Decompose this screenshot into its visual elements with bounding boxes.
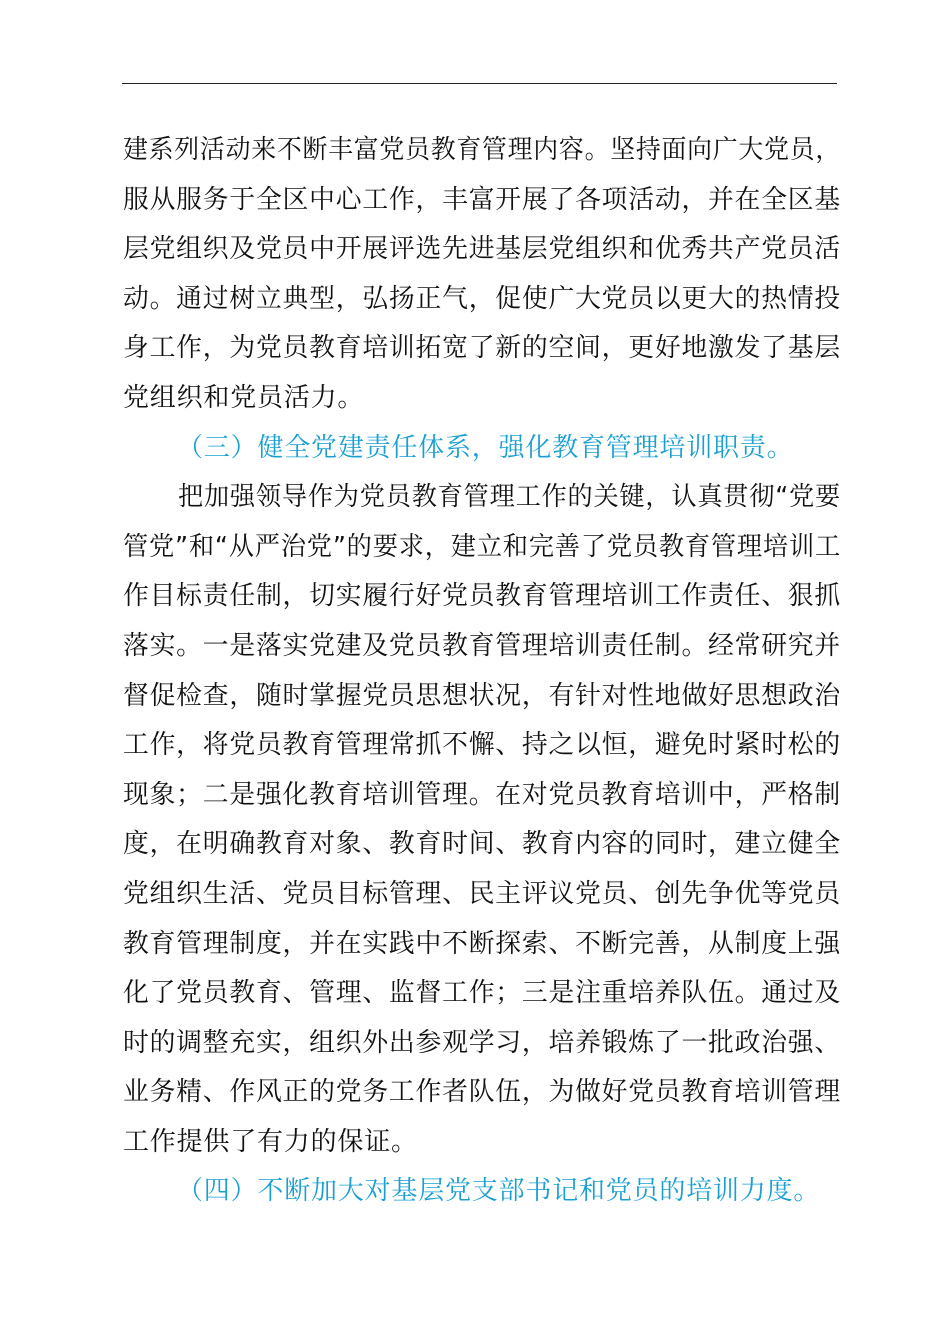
body-line: 业务精、作风正的党务工作者队伍，为做好党员教育培训管理 bbox=[123, 1077, 841, 1108]
body-line: 现象；二是强化教育培训管理。在对党员教育培训中，严格制 bbox=[123, 779, 841, 810]
document-body bbox=[123, 126, 841, 1217]
body-line: 工作，将党员教育管理常抓不懈、持之以恒，避免时紧时松的 bbox=[123, 730, 841, 761]
header-rule bbox=[122, 83, 837, 84]
body-line: 身工作，为党员教育培训拓宽了新的空间，更好地激发了基层 bbox=[123, 333, 841, 364]
section-heading-4: （四）不断加大对基层党支部书记和党员的培训力度。 bbox=[177, 1176, 821, 1207]
body-line: 时的调整充实，组织外出参观学习，培养锻炼了一批政治强、 bbox=[123, 1027, 841, 1058]
body-line: 动。通过树立典型，弘扬正气，促使广大党员以更大的热情投 bbox=[123, 283, 841, 314]
body-line: 建系列活动来不断丰富党员教育管理内容。坚持面向广大党员， bbox=[123, 135, 841, 165]
body-line: 服从服务于全区中心工作，丰富开展了各项活动，并在全区基 bbox=[123, 184, 841, 215]
body-line: 落实。一是落实党建及党员教育管理培训责任制。经常研究并 bbox=[123, 630, 841, 661]
body-line: 党组织和党员活力。 bbox=[123, 382, 365, 413]
body-line: 督促检查，随时掌握党员思想状况，有针对性地做好思想政治 bbox=[123, 680, 841, 711]
body-line: 管党”和“从严治党”的要求，建立和完善了党员教育管理培训工 bbox=[123, 531, 841, 562]
body-line: 度，在明确教育对象、教育时间、教育内容的同时，建立健全 bbox=[123, 829, 841, 860]
body-line: 层党组织及党员中开展评选先进基层党组织和优秀共产党员活 bbox=[123, 234, 841, 265]
body-line: 教育管理制度，并在实践中不断探索、不断完善，从制度上强 bbox=[123, 928, 841, 959]
body-line: 党组织生活、党员目标管理、民主评议党员、创先争优等党员 bbox=[123, 878, 841, 909]
body-line: 化了党员教育、管理、监督工作；三是注重培养队伍。通过及 bbox=[123, 978, 841, 1009]
paragraph-first-line: 把加强领导作为党员教育管理工作的关键，认真贯彻“党要 bbox=[178, 482, 841, 513]
body-line: 作目标责任制，切实履行好党员教育管理培训工作责任、狠抓 bbox=[123, 581, 841, 612]
section-heading-3: （三）健全党建责任体系，强化教育管理培训职责。 bbox=[177, 432, 794, 463]
body-line: 工作提供了有力的保证。 bbox=[123, 1126, 418, 1157]
